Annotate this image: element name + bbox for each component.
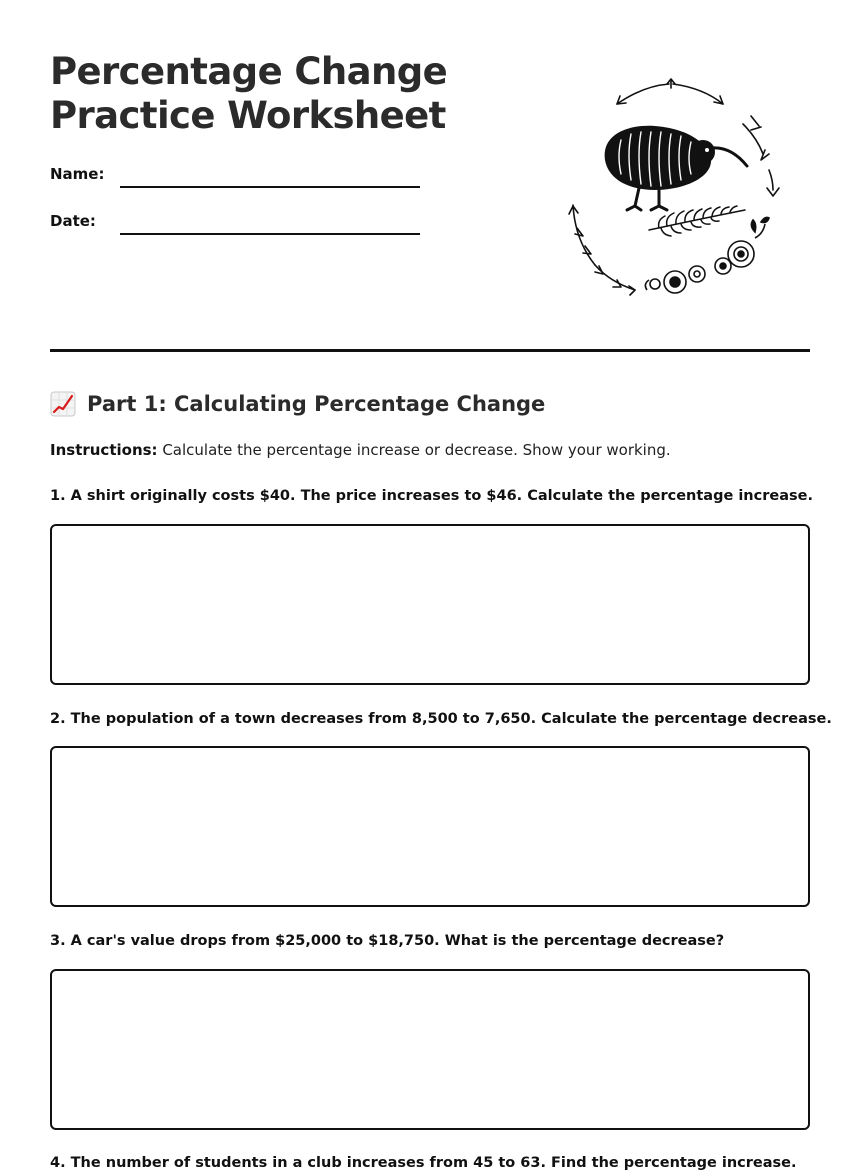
kiwi-bird-emblem-icon	[555, 70, 795, 310]
question-2: 2. The population of a town decreases from 8,500 to 7,650. Calculate the percentage decrease.	[50, 711, 832, 727]
answer-box-1[interactable]	[50, 524, 810, 685]
chart-increasing-icon	[50, 391, 76, 417]
part1-heading-text: Part 1: Calculating Percentage Change	[87, 392, 546, 416]
date-field[interactable]	[120, 233, 420, 235]
instructions	[50, 439, 671, 461]
title-line-2: Practice Worksheet	[50, 94, 446, 137]
date-label: Date:	[50, 212, 96, 230]
answer-box-3[interactable]	[50, 969, 810, 1130]
question-4: 4. The number of students in a club increases from 45 to 63. Find the percentage increase.	[50, 1155, 797, 1171]
instructions-label: Instructions:	[50, 441, 158, 459]
part1-heading	[50, 388, 545, 420]
worksheet-title	[50, 50, 447, 138]
name-field[interactable]	[120, 186, 420, 188]
instructions-text: Calculate the percentage increase or decrease. Show your working.	[157, 441, 671, 459]
question-1: 1. A shirt originally costs $40. The price increases to $46. Calculate the percentage increase.	[50, 488, 813, 504]
name-label: Name:	[50, 165, 105, 183]
header-divider	[50, 349, 810, 352]
title-line-1: Percentage Change	[50, 50, 448, 93]
answer-box-2[interactable]	[50, 746, 810, 907]
question-3: 3. A car's value drops from $25,000 to $18,750. What is the percentage decrease?	[50, 933, 725, 949]
